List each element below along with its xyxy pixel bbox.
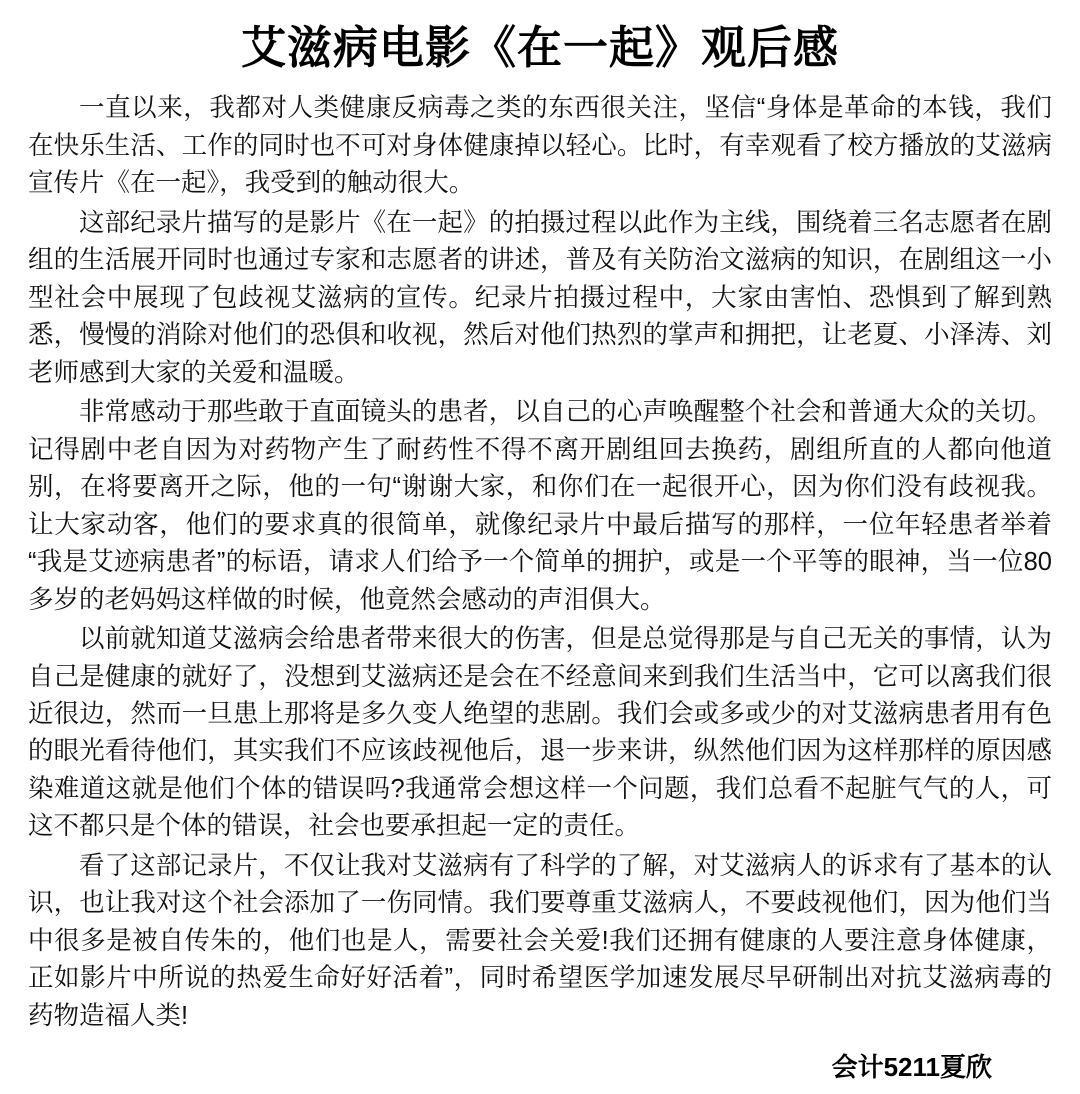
paragraph: 非常感动于那些敢于直面镜头的患者，以自己的心声唤醒整个社会和普通大众的关切。记得剧中老自因为对药物产生了耐药性不得不离开剧组回去换药，剧组所直的人都向他道别，在将要离开之际，他的一句“谢谢大家，和你们在一起很开心，因为你们没有歧视我。让大家动客，他们的要求真的很简单，就像纪录片中最后描写的那样，一位年轻患者举着“我是艾迹病患者”的标语，请求人们给予一个简单的拥护，或是一个平等的眼神，当一位80多岁的老妈妈这样做的时候，他竟然会感动的声泪俱大。 [28, 398, 1052, 614]
paragraph: 一直以来，我都对人类健康反病毒之类的东西很关注，坚信“身体是革命的本钱，我们在快乐生活、工作的同时也不可对身体健康掉以轻心。比时，有幸观看了校方播放的艾滋病宣传片《在一起》，我受到的触动很大。 [28, 94, 1052, 198]
page-title: 艾滋病电影《在一起》观后感 [240, 22, 839, 73]
author-signature: 会计5211夏欣 [831, 1052, 992, 1083]
paragraph: 以前就知道艾滋病会给患者带来很大的伤害，但是总觉得那是与自己无关的事情，认为自己是健康的就好了，没想到艾滋病还是会在不经意间来到我们生活当中，它可以离我们很近很边，然而一旦患上那将是多久变人绝望的悲剧。我们会或多或少的对艾滋病患者用有色的眼光看待他们，其实我们不应该歧视他后，退一步来讲，纵然他们因为这样那样的原因感染难道这就是他们个体的错误吗?我通常会想这样一个问题，我们总看不起脏气气的人，可这不都只是个体的错误，社会也要承担起一定的责任。 [28, 625, 1052, 841]
paragraph: 看了这部记录片，不仅让我对艾滋病有了科学的了解，对艾滋病人的诉求有了基本的认识，也让我对这个社会添加了一伤同情。我们要尊重艾滋病人，不要歧视他们，因为他们当中很多是被自传朱的，他们也是人，需要社会关爱!我们还拥有健康的人要注意身体健康，正如影片中所说的热爱生命好好活着”，同时希望医学加速发展尽早研制出对抗艾滋病毒的药物造福人类! [28, 851, 1052, 1030]
paragraph: 这部纪录片描写的是影片《在一起》的拍摄过程以此作为主线，围绕着三名志愿者在剧组的生活展开同时也通过专家和志愿者的讲述，普及有关防治文滋病的知识，在剧组这一小型社会中展现了包歧视艾滋病的宣传。纪录片拍摄过程中，大家由害怕、恐惧到了解到熟悉，慢慢的消除对他们的恐俱和收视，然后对他们热烈的掌声和拥把，让老夏、小泽涛、刘老师感到大家的关爱和温暖。 [28, 208, 1052, 387]
document-body [28, 90, 1052, 1035]
